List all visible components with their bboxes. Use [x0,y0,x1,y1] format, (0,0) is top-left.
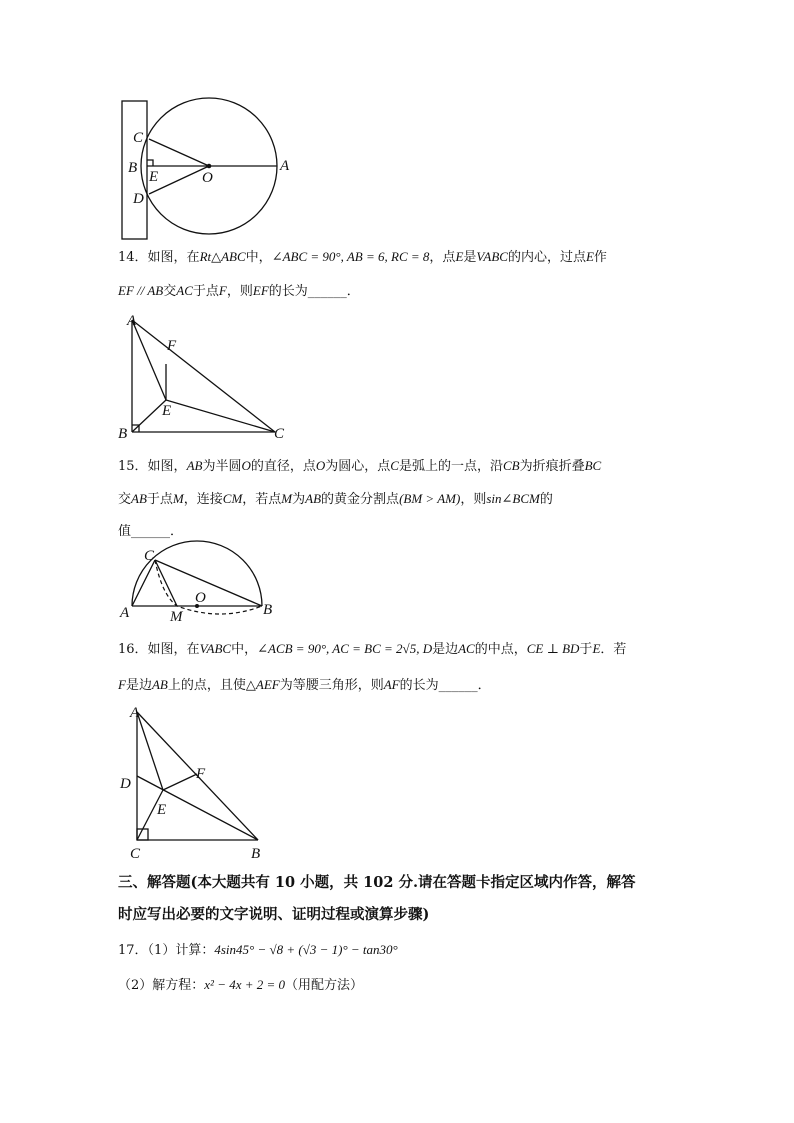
right-angle-mark [147,160,153,166]
center-point [207,164,212,169]
label-e: E [157,802,167,818]
label-e: E [149,169,159,185]
segment-cm [155,560,177,606]
segment-ce [166,400,275,432]
figure-13 [110,95,310,245]
label-o: O [195,590,206,606]
label-c: C [130,846,141,862]
problem-14-number: 14． [118,250,148,265]
label-b: B [251,846,261,862]
label-b: B [128,160,138,176]
label-c: C [144,548,155,564]
answer-blank-14[interactable]: ______ [307,284,347,299]
label-c: C [274,426,285,442]
label-a: A [130,705,140,721]
segment-ef [163,774,197,790]
problem-16-number: 16． [118,642,148,657]
section-3-heading-line-2: 时应写出必要的文字说明、证明过程或演算步骤) [118,906,430,923]
segment-ae [132,320,166,400]
label-a: A [120,605,130,621]
problem-14-line-2: EF // AB交AC于点F，则EF的长为______． [118,281,360,302]
problem-15-line-3: 值______． [118,522,183,542]
problem-14-line-1: 14．如图，在Rt△ABC中，∠ABC = 90°, AB = 6, RC = 8，点E是VABC的内心，过点E作 [118,249,607,265]
figure-16 [110,700,290,865]
section-3-heading-line-1: 三、解答题(本大题共有 10 小题，共 102 分.请在答题卡指定区域内作答，解答 [118,874,636,891]
label-b: B [263,602,273,618]
figure-15 [110,540,290,625]
problem-17-part-1: 17．（1）计算：4sin45° − √8 + (√3 − 1)° − tan30° [118,942,398,958]
problem-16-line-1: 16．如图，在VABC中，∠ACB = 90°, AC = BC = 2√5, D是边AC的中点，CE ⊥ BD于E．若 [118,641,627,657]
segment-db [137,776,258,840]
label-a: A [127,313,137,329]
problem-15-number: 15． [118,459,148,474]
side-ac [132,320,275,432]
label-f: F [196,766,206,782]
segment-cb [155,560,262,606]
problem-15-line-1: 15．如图，AB为半圆O的直径，点O为圆心，点C是弧上的一点，沿CB为折痕折叠BC [118,458,602,474]
label-a: A [280,158,290,174]
label-c: C [133,130,144,146]
label-f: F [167,338,177,354]
arc-bc: BC [584,458,602,473]
label-m: M [170,609,183,625]
label-e: E [162,403,172,419]
label-d: D [120,776,131,792]
expression-17-1: 4sin45° − √8 + (√3 − 1)° − tan30° [214,942,398,957]
problem-16-line-2: F是边AB上的点，且使△AEF为等腰三角形，则AF的长为______． [118,675,491,696]
problem-15-line-2: 交AB于点M，连接CM，若点M为AB的黄金分割点(BM > AM)，则sin∠BCM的 [118,491,553,507]
segment-be [132,400,166,432]
figure-14 [110,308,300,444]
label-b: B [118,426,128,442]
problem-17-part-2: （2）解方程：x² − 4x + 2 = 0（用配方法） [118,977,364,993]
segment-co [149,139,209,166]
answer-blank-15[interactable]: ______ [131,524,171,539]
label-o: O [202,170,213,186]
label-d: D [133,191,144,207]
equation-17-2: x² − 4x + 2 = 0 [204,977,286,992]
answer-blank-16[interactable]: ______ [438,678,478,693]
